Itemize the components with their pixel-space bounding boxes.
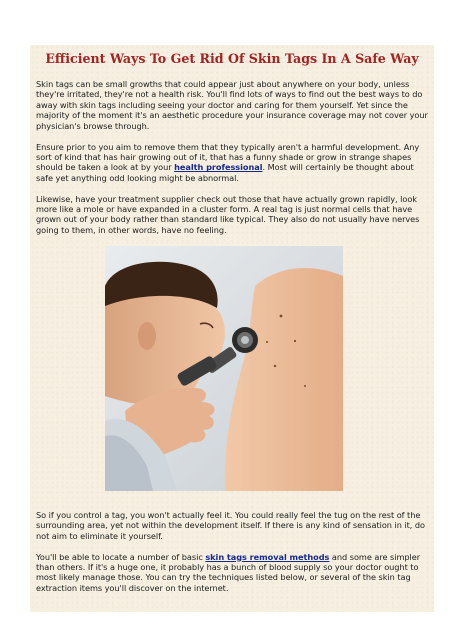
article-title: Efficient Ways To Get Rid Of Skin Tags In A Safe Way — [45, 51, 419, 66]
skin-tags-removal-link[interactable]: skin tags removal methods — [205, 551, 330, 562]
paragraph-2-text-b: . Most will certainly be thought about safe yet anything odd looking might be abnormal. — [36, 162, 414, 183]
paragraph-2-text-a: Ensure prior to you aim to remove them that they typically aren't a harmful development. Any sort of kind that has hair growing out of it, that has a funny shade or grow in strange shapes should be taken a look at by your — [36, 141, 420, 173]
doctor-examining-skin-photo — [105, 246, 343, 491]
paragraph-1: Skin tags can be small growths that could appear just about anywhere on your body, unless they're irritated, they're not a health risk. You'll find lots of ways to find out the best ways to do away with skin tags including seeing your doctor and caring for them yourself. Yet since the majority of the moment it's an aesthetic procedure your insurance coverage may not cover your physician's browse through. — [36, 79, 428, 131]
paragraph-4: So if you control a tag, you won't actually feel it. You could really feel the tug on the rest of the surrounding area, yet not within the development itself. If there is any kind of sensation in it, do not aim to eliminate it yourself. — [36, 509, 426, 541]
paragraph-3: Likewise, have your treatment supplier check out those that have actually grown rapidly, look more like a mole or have expanded in a cluster form. A real tag is just normal cells that have grown out of your body rather than standard like typical. They also do not usually have nerves going to them, in other words, have no feeling. — [36, 193, 420, 235]
paragraph-5-text-a: You'll be able to locate a number of basic — [36, 551, 206, 562]
paragraph-5 — [36, 552, 428, 594]
document-page — [30, 45, 434, 612]
health-professional-link[interactable]: health professional — [174, 162, 263, 173]
paragraph-5-text-b: and some are simpler than others. If it's a huge one, it probably has a bunch of blood supply so your doctor ought to most likely manage those. You can try the techniques listed below, or several of the skin tag extraction items you'll discover on the internet. — [36, 551, 421, 593]
paragraph-2 — [36, 142, 428, 184]
